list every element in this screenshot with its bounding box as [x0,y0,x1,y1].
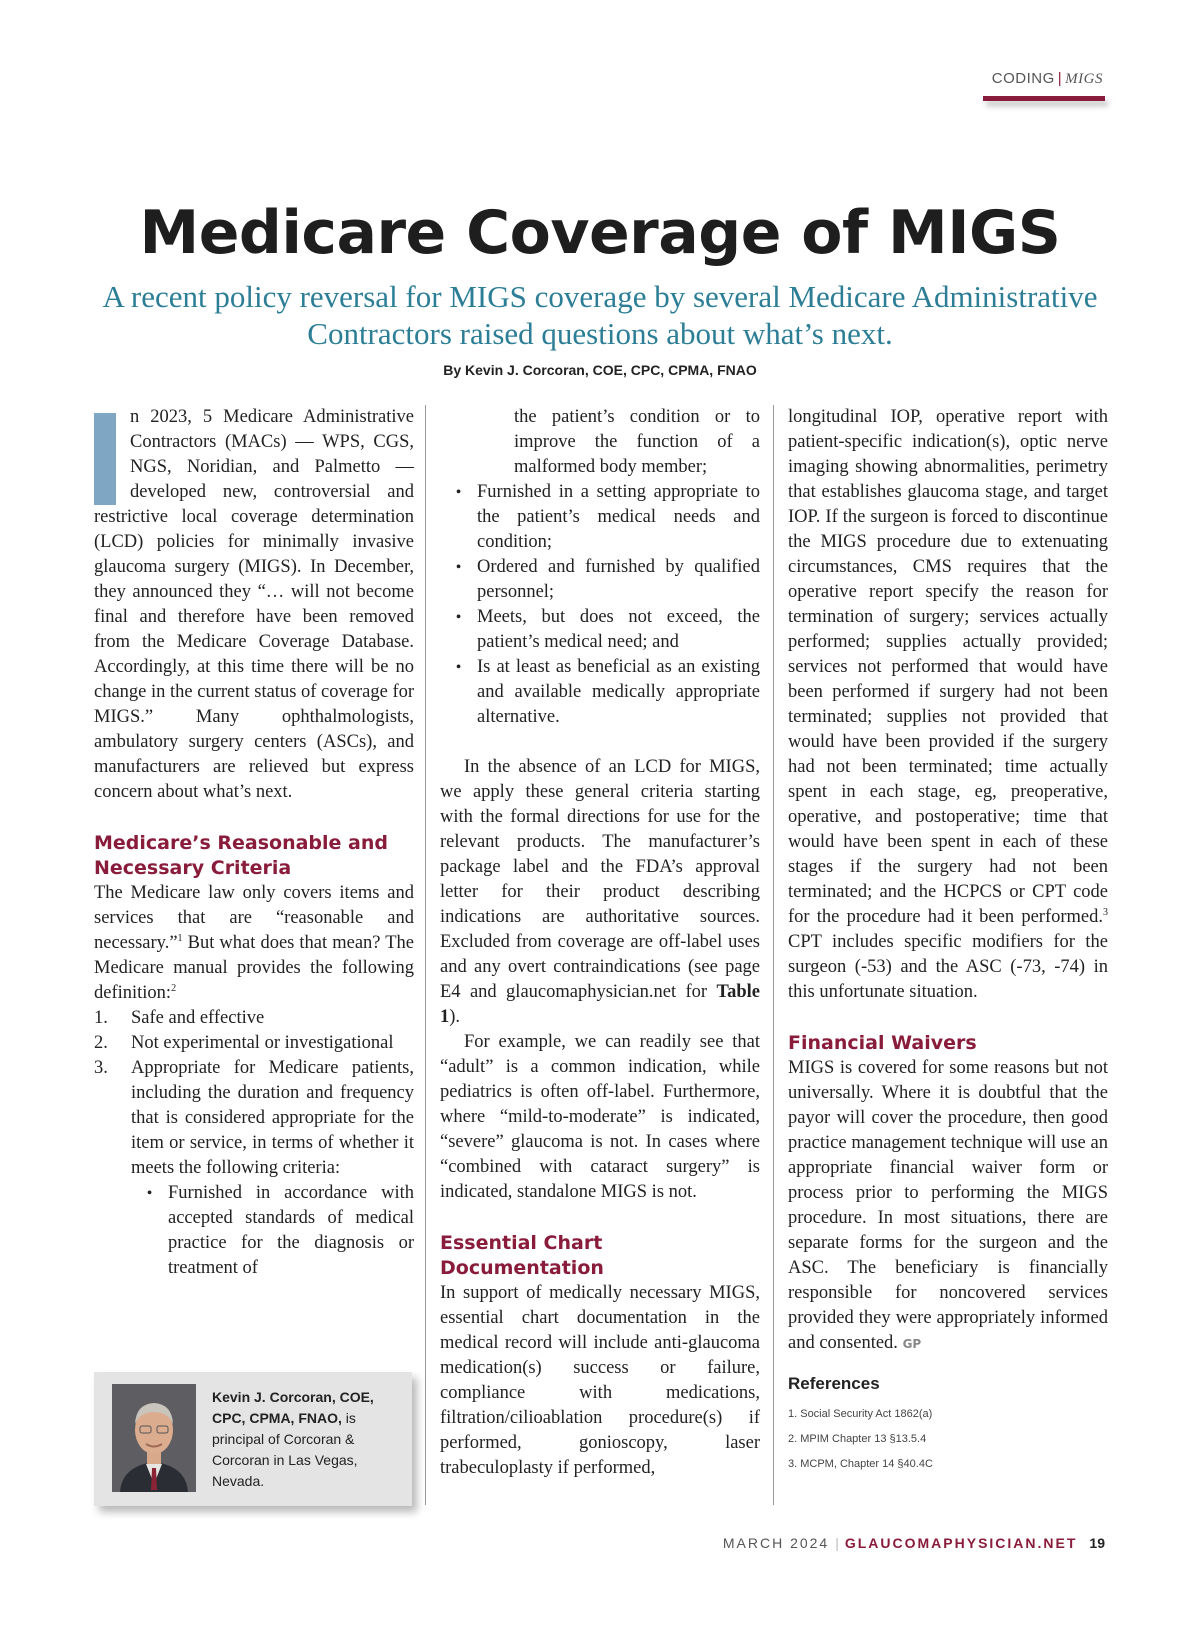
list-number: 3. [94,1058,108,1078]
intro-text: n 2023, 5 Medicare Administrative Contractors (MACs) — WPS, CGS, NGS, Noridian, and Palmetto — developed new, controversial and restrictive local coverage determination (LCD) policies for minimally invasive glaucoma surgery (MIGS). In December, they announced they “… will not become final and therefore have been removed from the Medicare Coverage Database. Accordingly, at this time there will be no change in the current status of coverage for MIGS.” Many ophthalmologists, ambulatory surgery centers (ASCs), and manufacturers are relieved but express concern about what’s next. [94,407,415,802]
bullet-icon: • [146,1185,153,1202]
site-name: GLAUCOMAPHYSICIAN.NET [844,1535,1078,1551]
heading-chart-documentation: Essential Chart Documentation [440,1232,604,1279]
issue-date: MARCH 2024 [722,1535,830,1551]
article-byline: By Kevin J. Corcoran, COE, CPC, CPMA, FNAO [443,362,757,378]
list-text: Not experimental or investigational [131,1033,394,1053]
reference-item: 1. Social Security Act 1862(a) [788,1408,933,1420]
column-divider [425,405,426,1505]
lcd-text: In the absence of an LCD for MIGS, we apply these general criteria starting with the formal directions for use for the relevant products. The manufacturer’s package label and the FDA’s approval letter for their product describing indications are authoritative sources. Excluded from coverage are off-label uses and any overt contraindications (see page E4 and glaucomaphysician.net for [440,757,760,1002]
references-list [788,1402,1108,1477]
criteria-paragraph [94,881,414,1006]
footnote-ref: 1 [177,932,183,944]
references-heading: References [788,1374,880,1393]
author-box [94,1372,412,1506]
section-tag-bar [983,96,1105,101]
bullet-item [477,405,760,480]
bullet-icon: • [455,659,462,676]
bullet-icon: • [455,484,462,501]
criteria-bullets [440,480,760,730]
author-description: is principal of Corcoran & Corcoran in Las Vegas, Nevada. [212,1410,358,1489]
list-text: Appropriate for Medicare patients, including the duration and frequency that is considered appropriate for the item or service, in terms of whether it meets the following criteria: [131,1058,414,1178]
lcd-text-end: ). [449,1007,461,1027]
drop-cap [94,413,116,505]
list-item [94,1056,414,1181]
author-bio [212,1387,402,1492]
bullet-text: Ordered and furnished by qualified personnel; [477,557,760,602]
section-label: CODING [991,70,1055,87]
section-tag [978,70,1103,88]
bullet-text: the patient’s condition or to improve the function of a malformed body member; [514,407,760,477]
intro-paragraph [94,405,414,805]
waiver-paragraph [788,1056,1108,1357]
page-number: 19 [1089,1535,1105,1551]
termination-paragraph [788,405,1108,1005]
bullet-item [440,655,760,730]
column-3 [788,405,1108,1477]
end-mark: GP [902,1337,922,1351]
section-separator: | [1057,70,1063,87]
bullet-continuation [477,405,760,480]
heading-financial-waivers: Financial Waivers [788,1032,977,1054]
criteria-bullets [131,1181,414,1281]
lcd-paragraph [440,755,760,1030]
criteria-list [94,1006,414,1181]
bullet-item [131,1181,414,1281]
bullet-icon: • [455,609,462,626]
footer-separator: | [835,1535,839,1551]
termination-text-end: CPT includes specific modifiers for the surgeon (-53) and the ASC (-73, -74) in this unfortunate situation. [788,932,1108,1002]
bullet-text: Meets, but does not exceed, the patient’s medical need; and [477,607,760,652]
column-divider [773,405,774,1505]
list-number: 2. [94,1033,108,1053]
list-text: Safe and effective [131,1008,265,1028]
table-reference: Table 1 [440,982,760,1027]
reference-item: 2. MPIM Chapter 13 §13.5.4 [788,1433,927,1445]
waiver-text: MIGS is covered for some reasons but not universally. Where it is doubtful that the payor will cover the procedure, then good practice management technique will use an appropriate financial waiver form or process prior to performing the MIGS procedure. In most situations, there are separate forms for the surgeon and the ASC. The beneficiary is financially responsible for noncovered services provided they were appropriately informed and consented. [788,1058,1108,1353]
column-2 [440,405,760,1481]
reference-item: 3. MCPM, Chapter 14 §40.4C [788,1458,933,1470]
list-item [94,1006,414,1031]
footnote-ref: 2 [171,982,177,994]
criteria-text-b: But what does that mean? The Medicare manual provides the following definition: [94,933,414,1003]
heading-reasonable-necessary: Medicare’s Reasonable and Necessary Criteria [94,832,388,879]
example-paragraph: For example, we can readily see that “adult” is a common indication, while pediatrics is often off-label. Furthermore, where “mild-to-moderate” is indicated, “severe” glaucoma is not. In cases where “combined with cataract surgery” is indicated, standalone MIGS is not. [440,1032,760,1202]
page-footer [600,1535,1105,1551]
criteria-text-a: The Medicare law only covers items and services that are “reasonable and necessary.” [94,883,414,953]
section-topic: MIGS [1065,71,1103,87]
author-photo [112,1384,196,1492]
bullet-text: Is at least as beneficial as an existing and available medically appropriate alternative. [477,657,760,727]
author-name: Kevin J. Corcoran, COE, CPC, CPMA, FNAO, [212,1389,374,1426]
footnote-ref: 3 [1103,906,1108,918]
article-title: Medicare Coverage of MIGS [139,198,1061,268]
article-subtitle: A recent policy reversal for MIGS coverage by several Medicare Administrative Contractors raised questions about what’s next. [102,279,1098,351]
list-item [94,1031,414,1056]
bullet-item [440,480,760,555]
termination-text: longitudinal IOP, operative report with patient-specific indication(s), optic nerve imaging showing abnormalities, perimetry that establishes glaucoma stage, and target IOP. If the surgeon is forced to discontinue the MIGS procedure due to extenuating circumstances, CMS requires that the operative report specify the reason for termination of surgery; services actually performed; supplies actually provided; services not performed that would have been performed if surgery had not been terminated; supplies not provided that would have been provided if the surgery had not been terminated; time actually spent in each stage, eg, preoperative, operative, and postoperative; time that would have been spent in each of these stages if the surgery had not been terminated; and the HCPCS or CPT code for the procedure had it been performed. [788,407,1108,927]
bullet-text: Furnished in a setting appropriate to the patient’s medical needs and condition; [477,482,760,552]
documentation-paragraph: In support of medically necessary MIGS, essential chart documentation in the medical record will include anti-glaucoma medication(s) success or failure, compliance with medications, filtration/cilioablation procedure(s) if performed, gonioscopy, laser trabeculoplasty if performed, [440,1283,760,1478]
bullet-item [440,555,760,605]
list-number: 1. [94,1008,108,1028]
column-1 [94,405,414,1281]
bullet-icon: • [455,559,462,576]
bullet-text: Furnished in accordance with accepted standards of medical practice for the diagnosis or treatment of [168,1183,414,1278]
bullet-item [440,605,760,655]
